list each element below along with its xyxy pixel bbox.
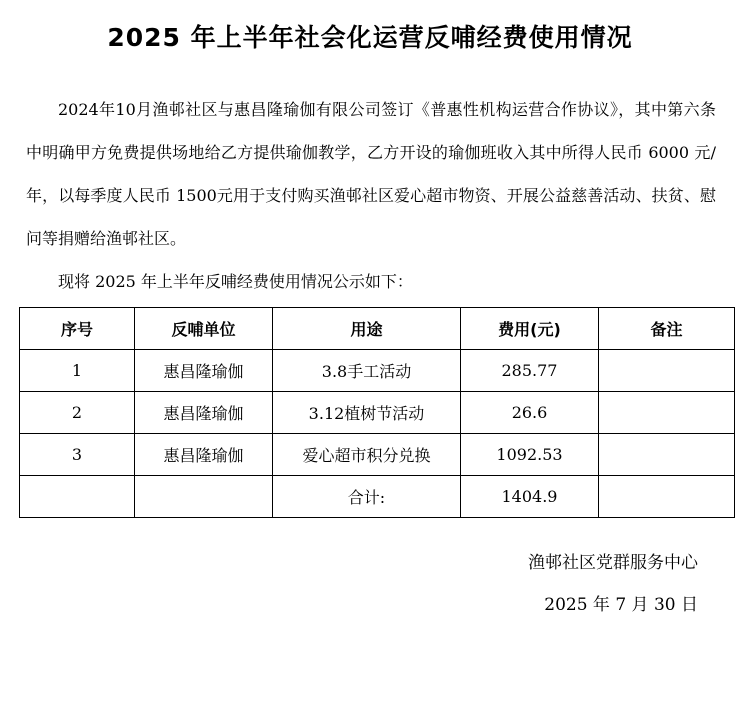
cell-remark — [599, 350, 735, 392]
cell-purpose: 爱心超市积分兑换 — [273, 434, 461, 476]
cell-cost: 26.6 — [461, 392, 599, 434]
cell-cost: 285.77 — [461, 350, 599, 392]
document-title: 2025 年上半年社会化运营反哺经费使用情况 — [107, 23, 633, 52]
header-purpose: 用途 — [273, 308, 461, 350]
total-value: 1404.9 — [461, 476, 599, 518]
cell-index: 2 — [20, 392, 135, 434]
signature-organization: 渔邨社区党群服务中心 — [528, 553, 698, 573]
table-row — [20, 434, 735, 476]
announcement-paragraph: 现将 2025 年上半年反哺经费使用情况公示如下： — [58, 272, 413, 291]
header-unit: 反哺单位 — [135, 308, 273, 350]
cell-empty — [599, 476, 735, 518]
fee-usage-table — [19, 307, 735, 518]
document-body — [26, 88, 716, 303]
cell-purpose: 3.12植树节活动 — [273, 392, 461, 434]
table-row — [20, 392, 735, 434]
table-row — [20, 350, 735, 392]
cell-purpose: 3.8手工活动 — [273, 350, 461, 392]
cell-empty — [20, 476, 135, 518]
table-header-row — [20, 308, 735, 350]
cell-unit: 惠昌隆瑜伽 — [135, 434, 273, 476]
header-cost: 费用(元) — [461, 308, 599, 350]
total-label: 合计: — [273, 476, 461, 518]
cell-remark — [599, 434, 735, 476]
header-index: 序号 — [20, 308, 135, 350]
signature-date: 2025 年 7 月 30 日 — [544, 595, 698, 615]
cell-index: 1 — [20, 350, 135, 392]
cell-unit: 惠昌隆瑜伽 — [135, 392, 273, 434]
cell-empty — [135, 476, 273, 518]
total-row — [20, 476, 735, 518]
cell-unit: 惠昌隆瑜伽 — [135, 350, 273, 392]
cell-index: 3 — [20, 434, 135, 476]
header-remark: 备注 — [599, 308, 735, 350]
cell-cost: 1092.53 — [461, 434, 599, 476]
agreement-paragraph: 2024年10月渔邨社区与惠昌隆瑜伽有限公司签订《普惠性机构运营合作协议》，其中第六条中明确甲方免费提供场地给乙方提供瑜伽教学，乙方开设的瑜伽班收入其中所得人民币 6000 元/年，以每季度人民币 1500元用于支付购买渔邨社区爱心超市物资、开展公益慈善活动、扶贫、慰问等捐赠给渔邨社区。 — [26, 100, 716, 248]
cell-remark — [599, 392, 735, 434]
